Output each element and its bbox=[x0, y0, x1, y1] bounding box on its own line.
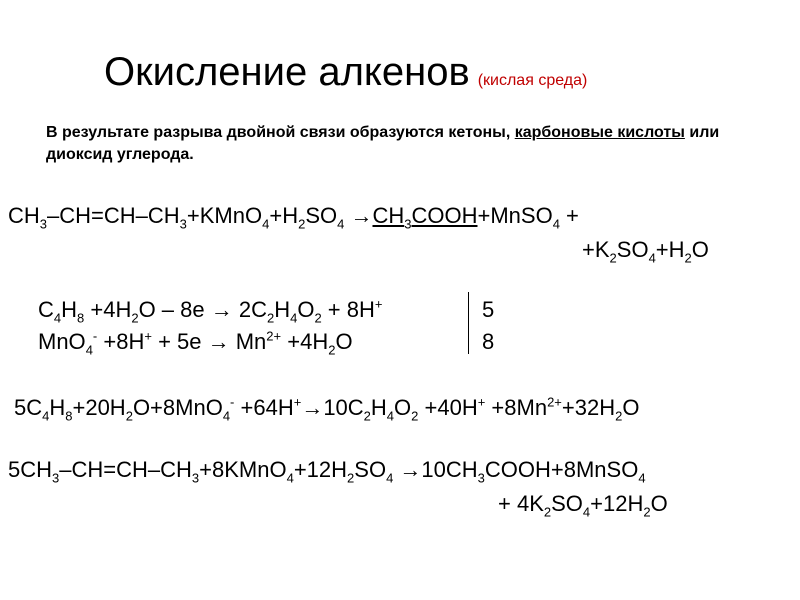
explanation-note bbox=[46, 122, 766, 166]
half1-coefficient: 5 bbox=[482, 297, 495, 322]
note-underlined: карбоновые кислоты bbox=[514, 124, 685, 141]
reaction1-line2: $+K_2SO_4+H_2O$ bbox=[582, 237, 709, 266]
title-note: (кислая среда) bbox=[477, 72, 588, 89]
ionic-equation: $5C_4H_8+20H_2O+8MnO_4^- +64H^+\to 10C_2H_4O_2 +40H^+ +8Mn^{2+}+32H_2O$ bbox=[14, 394, 640, 424]
half2-coefficient: 8 bbox=[482, 329, 495, 354]
half-reaction-reduction: $MnO_4^- +8H^+ + 5e \to Mn^{2+} +4H_2O$ bbox=[38, 328, 353, 358]
slide-title bbox=[104, 48, 587, 105]
molecular-equation-line2: + $4K_2SO_4+12H_2O$ bbox=[498, 491, 668, 520]
note-part1: В результате разрыва двойной связи образуются кетоны, bbox=[46, 124, 515, 141]
reaction1-line1: $CH_3-CH=CH-CH_3+KMnO_4+H_2SO_4$ $\to CH_3COOH+MnSO_4$ + bbox=[8, 203, 579, 232]
title-text: Окисление алкенов bbox=[104, 50, 470, 94]
molecular-equation-line1: $5CH_3-CH=CH-CH_3+8KMnO_4+12H_2SO_4$ $\to 10CH_3COOH+8MnSO_4$ bbox=[8, 457, 646, 486]
half-reaction-oxidation: $C_4H_8 +4H_2O - 8e \to 2C_2H_4O_2 + 8H^+$ bbox=[38, 296, 383, 326]
note-part2: или диоксид углерода. bbox=[46, 124, 720, 163]
divider-line bbox=[468, 292, 469, 354]
